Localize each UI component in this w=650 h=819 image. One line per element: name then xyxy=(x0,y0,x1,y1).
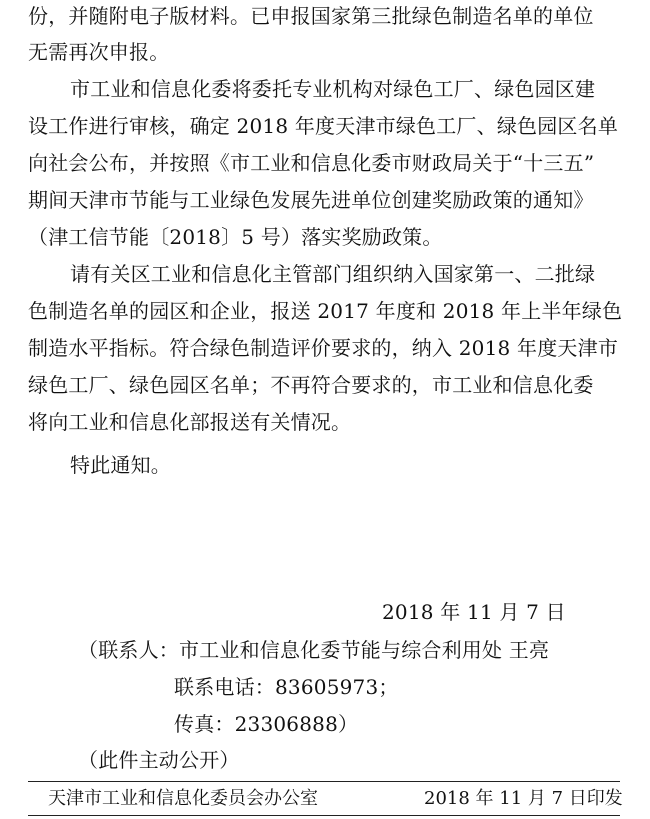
paragraph-line: 色制造名单的园区和企业，报送 2017 年度和 2018 年上半年绿色 xyxy=(28,299,623,323)
paragraph-line: 期间天津市节能与工业绿色发展先进单位创建奖励政策的通知》 xyxy=(28,188,594,212)
paragraph-line: 市工业和信息化委将委托专业机构对绿色工厂、绿色园区建 xyxy=(70,77,596,101)
contact-fax: 传真：23306888） xyxy=(174,712,359,736)
closing-line: 特此通知。 xyxy=(70,453,171,477)
disclosure-note: （此件主动公开） xyxy=(78,748,240,772)
footer-divider-bottom xyxy=(28,815,620,816)
contact-person: （联系人：市工业和信息化委节能与综合利用处 王亮 xyxy=(78,638,550,662)
footer-issuer: 天津市工业和信息化委员会办公室 xyxy=(48,788,318,809)
footer-print-date: 2018 年 11 月 7 日印发 xyxy=(424,788,623,809)
contact-phone: 联系电话：83605973； xyxy=(174,675,399,699)
paragraph-line: 无需再次申报。 xyxy=(28,40,170,64)
paragraph-line: 向社会公布，并按照《市工业和信息化委市财政局关于“十三五” xyxy=(28,151,595,175)
paragraph-line: 份，并随附电子版材料。已申报国家第三批绿色制造名单的单位 xyxy=(28,4,594,28)
paragraph-line: 请有关区工业和信息化主管部门组织纳入国家第一、二批绿 xyxy=(70,262,596,286)
footer-divider-top xyxy=(28,781,620,782)
paragraph-line: 制造水平指标。符合绿色制造评价要求的，纳入 2018 年度天津市 xyxy=(28,336,619,360)
document-date: 2018 年 11 月 7 日 xyxy=(382,600,566,624)
paragraph-line: 将向工业和信息化部报送有关情况。 xyxy=(28,410,352,434)
paragraph-line: （津工信节能〔2018〕5 号）落实奖励政策。 xyxy=(28,225,443,249)
paragraph-line: 设工作进行审核，确定 2018 年度天津市绿色工厂、绿色园区名单 xyxy=(28,114,619,138)
paragraph-line: 绿色工厂、绿色园区名单；不再符合要求的，市工业和信息化委 xyxy=(28,373,594,397)
